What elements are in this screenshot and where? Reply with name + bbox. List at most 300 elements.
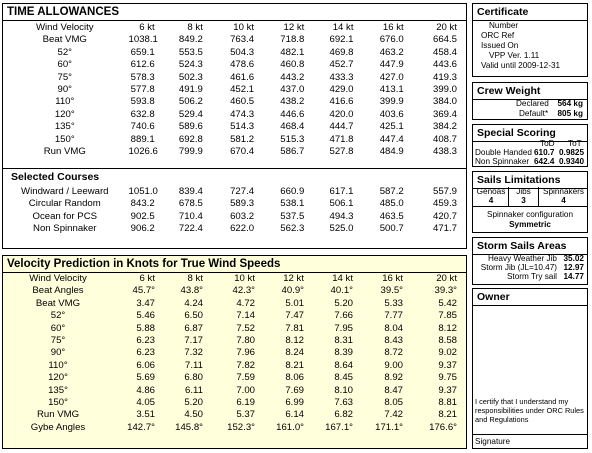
velocity-row-value: 6.87	[184, 322, 203, 334]
selected-course-row-value: 587.2	[379, 186, 404, 197]
storm-trysail-value: 14.77	[563, 272, 584, 281]
time-allowances-row-value: 491.9	[178, 84, 203, 96]
selected-course-row-value: 463.5	[379, 210, 404, 222]
selected-course-row-value: 537.5	[280, 210, 305, 222]
time-allowances-row	[3, 121, 461, 133]
selected-course-row-value: 471.7	[432, 223, 457, 235]
time-allowances-row-value: 408.7	[432, 133, 457, 145]
selected-course-row-value: 538.1	[280, 198, 305, 210]
time-allowances-header-row-value: 10 kt	[233, 22, 255, 33]
certificate-vpp-version: VPP Ver. 1.11	[489, 51, 540, 60]
velocity-row-value: 161.0°	[276, 421, 304, 433]
non-spinnaker-label: Non Spinnaker	[475, 157, 530, 166]
certificate-issued-on: Issued On	[481, 41, 519, 50]
time-allowances-row-value: 460.5	[230, 96, 255, 108]
velocity-row-value: 8.21	[438, 409, 457, 421]
crew-weight-panel	[472, 82, 588, 120]
velocity-row-value: 4.86	[136, 384, 155, 396]
time-allowances-row-value: 849.2	[178, 34, 203, 46]
sails-limitations-title: Sails Limitations	[473, 172, 587, 189]
time-allowances-header-row-value: 16 kt	[382, 22, 404, 33]
velocity-row-value: 8.43	[384, 335, 403, 347]
owner-title: Owner	[473, 289, 587, 306]
velocity-row-value: 8.24	[285, 347, 304, 359]
time-allowances-row	[3, 72, 461, 84]
velocity-row	[3, 372, 461, 384]
velocity-row-value: 5.42	[438, 297, 457, 309]
velocity-row	[3, 347, 461, 359]
time-allowances-row-value: 515.3	[280, 133, 305, 145]
velocity-row-value: 7.96	[236, 347, 255, 359]
crew-weight-title: Crew Weight	[473, 83, 587, 100]
certificate-title: Certificate	[473, 4, 587, 21]
special-scoring-title: Special Scoring	[473, 125, 587, 142]
selected-course-row-label: Circular Random	[28, 198, 101, 210]
velocity-row-value: 3.51	[136, 409, 155, 421]
selected-courses-table	[3, 186, 461, 236]
non-spinnaker-tot: 0.9340	[559, 157, 585, 166]
storm-jib-label: Storm Jib (JL=10.47)	[480, 263, 557, 272]
velocity-row-value: 7.69	[285, 384, 304, 396]
spinnakers-header: Spinnakers	[543, 187, 584, 196]
time-allowances-row-value: 458.4	[432, 46, 457, 58]
time-allowances-header-row-label: Wind Velocity	[35, 22, 94, 33]
time-allowances-row-value: 514.3	[230, 121, 255, 133]
time-allowances-row-value: 438.2	[280, 96, 305, 108]
velocity-row-label: 90°	[50, 347, 66, 359]
velocity-row-value: 4.72	[236, 297, 255, 309]
velocity-row-label: 60°	[50, 322, 66, 334]
velocity-row-value: 8.64	[334, 359, 353, 371]
velocity-row-value: 8.31	[334, 335, 353, 347]
velocity-row-value: 4.05	[136, 397, 155, 409]
velocity-row	[3, 285, 461, 297]
velocity-row-value: 6.19	[236, 397, 255, 409]
velocity-row-value: 40.1°	[330, 285, 353, 297]
velocity-row-value: 7.14	[236, 310, 255, 322]
velocity-row-value: 43.8°	[180, 285, 203, 297]
spinnaker-configuration-value: Symmetric	[509, 220, 551, 229]
velocity-row-value: 152.3°	[227, 421, 255, 433]
velocity-row-value: 5.69	[136, 372, 155, 384]
velocity-row-value: 7.11	[185, 359, 203, 371]
velocity-row-value: 6.82	[334, 409, 353, 421]
certificate-panel	[472, 3, 588, 77]
selected-course-row-value: 589.3	[230, 198, 255, 210]
selected-course-row-value: 1051.0	[128, 186, 158, 197]
time-allowances-row-value: 427.0	[379, 71, 404, 83]
time-allowances-row-value: 692.1	[329, 34, 354, 46]
non-spinnaker-tod: 642.4	[534, 157, 555, 166]
double-handed-label: Double Handed	[475, 148, 532, 157]
velocity-row	[3, 298, 461, 310]
selected-course-row-value: 603.2	[230, 210, 255, 222]
selected-course-row-value: 506.1	[329, 198, 354, 210]
velocity-row-value: 6.23	[136, 335, 155, 347]
time-allowances-header-row-value: 6 kt	[139, 22, 155, 33]
genoas-header: Genoas	[476, 187, 506, 196]
double-handed-tod: 610.7	[534, 148, 555, 157]
velocity-row	[3, 310, 461, 322]
velocity-row-value: 9.75	[438, 372, 457, 384]
time-allowances-row-value: 763.4	[230, 34, 255, 46]
time-allowances-row-value: 425.1	[379, 121, 404, 133]
selected-course-row-value: 562.3	[280, 223, 305, 235]
velocity-row-value: 7.85	[438, 310, 457, 322]
selected-course-row	[3, 198, 461, 210]
selected-course-row-value: 500.7	[379, 223, 404, 235]
time-allowances-row	[3, 59, 461, 71]
velocity-row-label: Beat VMG	[35, 297, 81, 309]
velocity-row-value: 6.14	[285, 409, 304, 421]
velocity-row-value: 8.06	[285, 372, 304, 384]
selected-courses-title: Selected Courses	[11, 171, 100, 183]
velocity-row-label: 52°	[50, 310, 66, 322]
owner-panel	[472, 288, 588, 449]
time-allowances-row-value: 420.0	[329, 108, 354, 120]
velocity-row-value: 8.21	[285, 359, 304, 371]
time-allowances-row-value: 437.0	[280, 84, 305, 96]
velocity-row-value: 5.88	[136, 322, 155, 334]
velocity-row-value: 5.46	[136, 310, 155, 322]
time-allowances-row-value: 1038.1	[128, 34, 158, 46]
velocity-row-value: 7.66	[334, 310, 353, 322]
selected-course-row-label: Non Spinnaker	[33, 223, 97, 235]
time-allowances-row-value: 384.2	[432, 121, 457, 133]
velocity-header-row-value: 16 kt	[382, 273, 403, 284]
velocity-row-value: 7.80	[236, 335, 255, 347]
time-allowances-row-value: 474.3	[230, 108, 255, 120]
time-allowances-row-value: 416.6	[329, 96, 354, 108]
time-allowances-row-value: 578.3	[130, 71, 155, 83]
time-allowances-row-value: 443.2	[280, 71, 305, 83]
selected-course-row-value: 660.9	[280, 186, 305, 197]
velocity-row-value: 145.8°	[175, 421, 203, 433]
certificate-valid-until: Valid until 2009-12-31	[481, 61, 561, 70]
sails-limitations-panel	[472, 171, 588, 233]
velocity-row-value: 8.39	[334, 347, 353, 359]
velocity-row-label: 135°	[48, 384, 68, 396]
selected-course-row-value: 710.4	[178, 210, 203, 222]
velocity-row	[3, 385, 461, 397]
time-allowances-row-value: 469.8	[329, 46, 354, 58]
special-scoring-tot-header: ToT	[568, 139, 582, 148]
velocity-row-value: 6.99	[285, 397, 304, 409]
time-allowances-row-value: 586.7	[280, 146, 305, 158]
velocity-row-label: 120°	[48, 372, 68, 384]
time-allowances-row-value: 664.5	[432, 34, 457, 46]
selected-course-row-value: 459.3	[432, 198, 457, 210]
selected-course-row-value: 617.1	[329, 186, 354, 197]
time-allowances-row-value: 1026.6	[128, 146, 158, 158]
selected-course-row-value: 557.9	[432, 186, 457, 197]
time-allowances-row-value: 444.7	[329, 121, 354, 133]
time-allowances-row-value: 471.8	[329, 133, 354, 145]
velocity-header-row-value: 8 kt	[187, 273, 203, 284]
crew-default-value: 805 kg	[557, 109, 583, 118]
velocity-row-value: 6.06	[136, 359, 155, 371]
selected-course-row	[3, 211, 461, 223]
velocity-header-row	[3, 273, 461, 285]
velocity-row-value: 5.37	[236, 409, 255, 421]
velocity-row	[3, 360, 461, 372]
time-allowances-row-value: 399.9	[379, 96, 404, 108]
velocity-row-value: 8.12	[438, 322, 457, 334]
time-allowances-row	[3, 109, 461, 121]
time-allowances-row-value: 553.5	[178, 46, 203, 58]
time-allowances-row-label: Run VMG	[43, 146, 86, 158]
velocity-row-label: Gybe Angles	[30, 421, 86, 433]
spinnakers-value: 4	[561, 196, 566, 205]
time-allowances-row-label: 110°	[55, 96, 75, 108]
time-allowances-row-value: 670.4	[230, 146, 255, 158]
time-allowances-row-value: 504.3	[230, 46, 255, 58]
time-allowances-row-value: 692.8	[178, 133, 203, 145]
velocity-row-value: 5.33	[384, 297, 403, 309]
storm-jib-value: 12.97	[563, 263, 584, 272]
velocity-row-value: 7.52	[236, 322, 255, 334]
time-allowances-row-value: 461.6	[230, 71, 255, 83]
selected-course-row-value: 525.0	[329, 223, 354, 235]
time-allowances-row-value: 589.6	[178, 121, 203, 133]
velocity-row-value: 5.20	[184, 397, 203, 409]
time-allowances-row-value: 524.3	[178, 59, 203, 71]
selected-course-row-value: 494.3	[329, 210, 354, 222]
time-allowances-row-value: 632.8	[130, 108, 155, 120]
selected-course-row	[3, 186, 461, 198]
special-scoring-tod-header: ToD	[540, 139, 555, 148]
velocity-row-value: 9.00	[384, 359, 403, 371]
time-allowances-row-value: 463.2	[379, 46, 404, 58]
time-allowances-header-row-value: 14 kt	[332, 22, 354, 33]
time-allowances-row-value: 384.0	[432, 96, 457, 108]
time-allowances-row-value: 659.1	[130, 46, 155, 58]
time-allowances-row-value: 529.4	[178, 108, 203, 120]
time-allowances-row-value: 438.3	[432, 146, 457, 158]
velocity-row-value: 6.23	[136, 347, 155, 359]
velocity-row-value: 7.95	[334, 322, 353, 334]
velocity-row-value: 171.1°	[375, 421, 403, 433]
time-allowances-row-value: 478.6	[230, 59, 255, 71]
selected-course-row-value: 906.2	[130, 223, 155, 235]
velocity-header-row-value: 20 kt	[436, 273, 457, 284]
signature-label[interactable]: Signature	[475, 437, 511, 446]
selected-course-row-value: 902.5	[130, 210, 155, 222]
selected-course-row-value: 839.4	[178, 186, 203, 197]
velocity-prediction-title: Velocity Prediction in Knots for True Wind Speeds	[3, 256, 466, 273]
special-scoring-panel	[472, 124, 588, 167]
velocity-row-value: 6.11	[185, 384, 203, 396]
velocity-row-value: 6.80	[184, 372, 203, 384]
velocity-row-label: Run VMG	[36, 409, 80, 421]
time-allowances-row-value: 446.6	[280, 108, 305, 120]
time-allowances-row	[3, 47, 461, 59]
velocity-row	[3, 397, 461, 409]
time-allowances-row-value: 447.4	[379, 133, 404, 145]
velocity-row-label: 110°	[48, 359, 68, 371]
time-allowances-row-value: 468.4	[280, 121, 305, 133]
velocity-row-value: 42.3°	[232, 285, 255, 297]
time-allowances-row-value: 581.2	[230, 133, 255, 145]
heavy-weather-jib-label: Heavy Weather Jib	[487, 254, 557, 263]
time-allowances-row-value: 403.6	[379, 108, 404, 120]
time-allowances-row	[3, 34, 461, 46]
time-allowances-row-value: 577.8	[130, 84, 155, 96]
storm-trysail-label: Storm Try sail	[506, 272, 557, 281]
velocity-row-value: 6.50	[184, 310, 203, 322]
velocity-row-value: 8.10	[334, 384, 353, 396]
certify-text-line-1: I certify that I understand my	[475, 397, 569, 406]
certificate-number: Number	[489, 21, 519, 30]
time-allowances-row-value: 527.8	[329, 146, 354, 158]
velocity-row-value: 7.42	[384, 409, 403, 421]
velocity-row-value: 4.24	[184, 297, 203, 309]
time-allowances-row-value: 447.9	[379, 59, 404, 71]
selected-course-row	[3, 223, 461, 235]
velocity-row-value: 7.00	[236, 384, 255, 396]
crew-declared-value: 564 kg	[557, 99, 583, 108]
velocity-row	[3, 323, 461, 335]
selected-course-row-value: 622.0	[230, 223, 255, 235]
time-allowances-row-value: 484.9	[379, 146, 404, 158]
time-allowances-row-label: 90°	[57, 84, 73, 96]
selected-course-row-value: 727.4	[230, 186, 255, 197]
double-handed-tot: 0.9825	[559, 148, 585, 157]
time-allowances-row-value: 443.6	[432, 59, 457, 71]
time-allowances-table	[3, 22, 461, 158]
velocity-row-value: 142.7°	[127, 421, 155, 433]
time-allowances-row-value: 419.3	[432, 71, 457, 83]
time-allowances-header-row-value: 12 kt	[283, 22, 305, 33]
time-allowances-row-value: 502.3	[178, 71, 203, 83]
time-allowances-row-value: 399.0	[432, 84, 457, 96]
time-allowances-row-label: 60°	[57, 59, 73, 71]
velocity-row-value: 8.72	[384, 347, 403, 359]
storm-sails-title: Storm Sails Areas	[473, 238, 587, 255]
time-allowances-header-row-value: 8 kt	[187, 22, 203, 33]
selected-course-row-label: Ocean for PCS	[32, 210, 98, 222]
velocity-row-value: 7.47	[285, 310, 304, 322]
velocity-row-value: 8.47	[384, 384, 403, 396]
velocity-header-row-label: Wind Velocity	[29, 273, 87, 284]
velocity-row-value: 167.1°	[325, 421, 353, 433]
velocity-row-value: 9.02	[438, 347, 457, 359]
velocity-row-value: 7.77	[384, 310, 403, 322]
velocity-row-value: 176.6°	[429, 421, 457, 433]
velocity-prediction-panel	[2, 255, 467, 449]
velocity-row-value: 9.37	[438, 359, 457, 371]
velocity-row-value: 7.63	[334, 397, 353, 409]
time-allowances-row-value: 413.1	[379, 84, 404, 96]
time-allowances-row-label: Beat VMG	[42, 34, 87, 46]
time-allowances-header-row-value: 20 kt	[436, 22, 457, 33]
velocity-row-value: 8.92	[384, 372, 403, 384]
time-allowances-row-value: 460.8	[280, 59, 305, 71]
time-allowances-row-label: 52°	[57, 46, 73, 58]
time-allowances-row-label: 75°	[57, 71, 73, 83]
time-allowances-title: TIME ALLOWANCES	[3, 4, 466, 21]
time-allowances-row-value: 369.4	[432, 108, 457, 120]
velocity-row	[3, 422, 461, 434]
time-allowances-row-value: 799.9	[178, 146, 203, 158]
velocity-row-value: 5.20	[334, 297, 353, 309]
genoas-value: 4	[488, 196, 494, 205]
jibs-value: 3	[521, 196, 526, 205]
time-allowances-row	[3, 134, 461, 146]
velocity-header-row-value: 12 kt	[283, 273, 304, 284]
velocity-row-value: 4.50	[184, 409, 203, 421]
selected-course-row-value: 485.0	[379, 198, 404, 210]
velocity-row-value: 7.32	[184, 347, 203, 359]
velocity-row-value: 7.17	[184, 335, 203, 347]
time-allowances-panel	[2, 3, 467, 249]
velocity-row-value: 9.37	[438, 384, 457, 396]
velocity-row-label: 150°	[48, 397, 68, 409]
velocity-row-value: 8.45	[334, 372, 353, 384]
velocity-row	[3, 335, 461, 347]
velocity-row-value: 8.04	[384, 322, 403, 334]
storm-sails-panel	[472, 237, 588, 285]
time-allowances-row-value: 740.6	[130, 121, 155, 133]
velocity-row-value: 7.59	[236, 372, 255, 384]
selected-course-row-value: 722.4	[178, 223, 203, 235]
velocity-row-value: 7.81	[285, 322, 304, 334]
velocity-prediction-table	[3, 273, 461, 434]
time-allowances-row-value: 506.2	[178, 96, 203, 108]
certify-text-line-2: responsibilities under ORC Rules	[475, 406, 584, 415]
velocity-header-row-value: 10 kt	[234, 273, 255, 284]
velocity-row-value: 3.47	[136, 297, 155, 309]
velocity-row-value: 5.01	[285, 297, 304, 309]
time-allowances-row-value: 718.8	[280, 34, 305, 46]
velocity-row-label: Beat Angles	[32, 285, 84, 297]
time-allowances-row	[3, 146, 461, 158]
velocity-header-row-value: 6 kt	[139, 273, 155, 284]
time-allowances-row-label: 150°	[54, 133, 75, 145]
certificate-orc-ref: ORC Ref	[481, 31, 515, 40]
time-allowances-row-value: 612.6	[130, 59, 155, 71]
velocity-row-value: 8.58	[438, 335, 457, 347]
time-allowances-row-label: 120°	[54, 108, 75, 120]
velocity-row-value: 7.82	[236, 359, 255, 371]
crew-default-label: Default*	[519, 109, 549, 118]
time-allowances-row	[3, 96, 461, 108]
heavy-weather-jib-value: 35.02	[563, 254, 584, 263]
selected-course-row-value: 678.5	[178, 198, 203, 210]
time-allowances-row-value: 676.0	[379, 34, 404, 46]
certify-text-line-3: and Regulations	[475, 415, 529, 424]
time-allowances-row-value: 889.1	[130, 133, 155, 145]
velocity-row-value: 40.9°	[281, 285, 304, 297]
time-allowances-row	[3, 84, 461, 96]
jibs-header: Jibs	[516, 187, 531, 196]
velocity-row-value: 8.12	[285, 335, 304, 347]
crew-declared-label: Declared	[516, 99, 549, 108]
velocity-row	[3, 409, 461, 421]
selected-course-row-value: 420.7	[432, 210, 457, 222]
selected-course-row-value: 843.2	[130, 198, 155, 210]
velocity-row-label: 75°	[50, 335, 66, 347]
time-allowances-row-value: 593.8	[130, 96, 155, 108]
velocity-row-value: 39.5°	[380, 285, 403, 297]
time-allowances-header-row	[3, 22, 461, 34]
velocity-row-value: 8.81	[438, 397, 457, 409]
velocity-row-value: 45.7°	[132, 285, 155, 297]
time-allowances-row-label: 135°	[54, 121, 75, 133]
velocity-header-row-value: 14 kt	[332, 273, 353, 284]
time-allowances-row-value: 429.0	[329, 84, 354, 96]
velocity-row-value: 8.05	[384, 397, 403, 409]
